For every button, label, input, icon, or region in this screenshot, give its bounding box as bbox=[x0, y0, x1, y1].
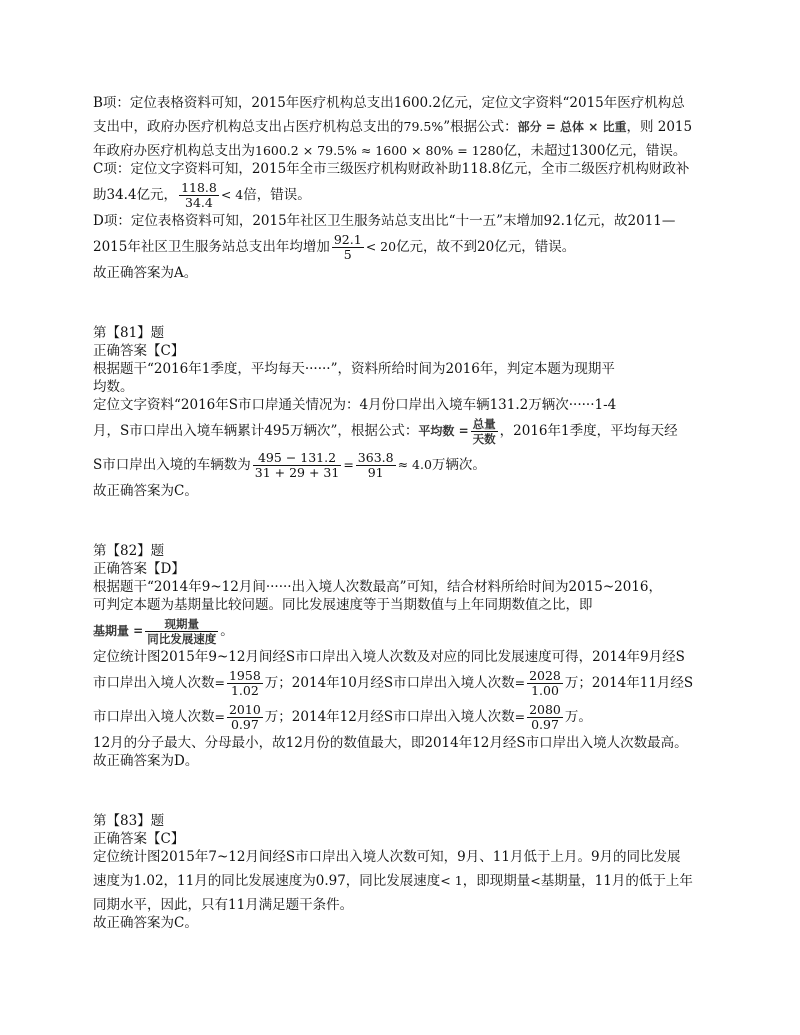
denominator: 1.00 bbox=[531, 683, 559, 698]
numerator: 363.8 bbox=[357, 450, 394, 465]
question-83-text: 基期量，11月的低于上年 bbox=[540, 873, 693, 889]
fraction-december bbox=[527, 703, 563, 732]
denominator: 34.4 bbox=[185, 195, 213, 210]
numerator: 1958 bbox=[228, 668, 261, 683]
formula-part-whole-ratio: 部分 = 总体 × 比重 bbox=[517, 120, 627, 134]
calculation-expression: 1600.2 × 79.5% ≈ 1600 × 80% = 1280 bbox=[255, 143, 504, 158]
question-82-line-1: 根据题干“2014年9~12月间······出入境人次数最高”可知，结合材料所给时间为2015~2016， bbox=[93, 579, 663, 595]
question-82-text: 万。 bbox=[564, 709, 592, 725]
approximate-result: ≈ 4.0 bbox=[397, 457, 432, 472]
question-82-text: 万；2014年11月经S bbox=[564, 675, 694, 691]
numerator: 495 − 131.2 bbox=[253, 451, 342, 466]
question-82-text: 市口岸出入境人次数 bbox=[93, 675, 215, 691]
percentage-value: 79.5% bbox=[403, 119, 444, 134]
question-83-line-1: 定位统计图2015年7~12月间经S市口岸出入境人次数可知，9月、11月低于上月。9月的同比发展 bbox=[93, 849, 681, 865]
question-83-line-3: 同期水平，因此，只有11月满足题干条件。 bbox=[93, 897, 354, 913]
numerator: 2028 bbox=[529, 668, 561, 683]
question-81-answer: 正确答案【C】 bbox=[93, 343, 185, 359]
equals-sign: = bbox=[214, 709, 225, 724]
formula-fraction bbox=[145, 617, 218, 646]
question-83-final-answer: 故正确答案为C。 bbox=[93, 915, 198, 931]
question-82-text: 万；2014年12月经S市口岸出入境人次数 bbox=[264, 709, 515, 725]
answer-explanation-page bbox=[93, 94, 723, 932]
question-82-line-4 bbox=[93, 666, 723, 700]
period-mark: 。 bbox=[220, 623, 234, 639]
section-b-text: 亿，未超过1300亿元，错误。 bbox=[503, 143, 687, 159]
denominator: 31 + 29 + 31 bbox=[254, 465, 340, 480]
denominator: 0.97 bbox=[531, 717, 559, 732]
question-83-answer: 正确答案【C】 bbox=[93, 831, 185, 847]
comparison: < 4 bbox=[220, 187, 244, 202]
less-than-sign: < bbox=[530, 873, 541, 888]
question-81-line-1: 根据题干“2016年1季度，平均每天······”，资料所给时间为2016年，判定本题为现期平 bbox=[93, 361, 615, 377]
section-c-line-1: C项：定位文字资料可知，2015年全市三级医疗机构财政补助118.8亿元，全市二级医疗机构财政补 bbox=[93, 161, 690, 177]
question-82-line-2: 可判定本题为基期量比较问题。同比发展速度等于当期数值与上年同期数值之比，即 bbox=[93, 597, 593, 613]
section-d-text: 亿元，故不到20亿元，错误。 bbox=[396, 239, 576, 255]
section-c-text: 助34.4亿元， bbox=[93, 187, 178, 203]
denominator: 同比发展速度 bbox=[147, 632, 217, 646]
question-82-text: 万；2014年10月经S市口岸出入境人次数 bbox=[264, 675, 515, 691]
question-82-final-answer: 故正确答案为D。 bbox=[93, 753, 199, 769]
formula-lhs: 基期量 = bbox=[93, 624, 144, 638]
question-83-title: 第【83】题 bbox=[93, 813, 165, 829]
question-81-text: 月，S市口岸出入境车辆累计495万辆次”，根据公式： bbox=[93, 423, 419, 439]
question-81-line-4 bbox=[93, 414, 723, 448]
question-83-line-2 bbox=[93, 866, 723, 896]
section-c-text: 倍，错误。 bbox=[243, 187, 311, 203]
question-82-answer: 正确答案【D】 bbox=[93, 561, 185, 577]
section-d-line-2 bbox=[93, 230, 723, 264]
question-82-text: 市口岸出入境人次数 bbox=[93, 709, 215, 725]
numerator: 118.8 bbox=[181, 180, 217, 195]
section-c-line-2 bbox=[93, 178, 723, 212]
equals-sign: = bbox=[343, 457, 354, 472]
denominator: 天数 bbox=[472, 432, 496, 446]
question-83-text: ，即现期量 bbox=[462, 873, 531, 889]
numerator: 92.1 bbox=[333, 232, 362, 247]
section-b-text: ”根据公式： bbox=[443, 119, 518, 135]
fraction-november bbox=[227, 703, 263, 732]
numerator: 2080 bbox=[529, 702, 561, 717]
numerator: 总量 bbox=[472, 417, 496, 431]
section-b-text: 支出中，政府办医疗机构总支出占医疗机构总支出的 bbox=[93, 119, 404, 135]
question-82-line-6: 12月的分子最大、分母最小，故12月份的数值最大，即2014年12月经S市口岸出入境人次数最高。 bbox=[93, 735, 688, 751]
question-83-text: 速度为1.02，11月的同比发展速度为0.97，同比发展速度 bbox=[93, 873, 441, 889]
question-82-line-3: 定位统计图2015年9~12月间经S市口岸出入境人次数及对应的同比发展速度可得，2014年9月经S bbox=[93, 649, 685, 665]
section-b-line-3 bbox=[93, 142, 723, 160]
question-82-title: 第【82】题 bbox=[93, 543, 165, 559]
fraction bbox=[356, 451, 396, 480]
fraction bbox=[332, 233, 364, 262]
question-81-title: 第【81】题 bbox=[93, 325, 165, 341]
comparison: < 20 bbox=[365, 239, 397, 254]
fraction-october bbox=[527, 669, 563, 698]
question-81-final-answer: 故正确答案为C。 bbox=[93, 483, 198, 499]
question-81-line-2: 均数。 bbox=[93, 379, 134, 395]
question-81-line-3: 定位文字资料“2016年S市口岸通关情况为：4月份口岸出入境车辆131.2万辆次······1-4 bbox=[93, 397, 617, 413]
denominator: 5 bbox=[343, 247, 352, 262]
question-81-text: S市口岸出入境的车辆数为 bbox=[93, 457, 251, 473]
numerator: 2010 bbox=[228, 702, 261, 717]
question-81-line-5 bbox=[93, 448, 723, 482]
denominator: 1.02 bbox=[230, 683, 259, 698]
formula-lhs: 平均数 = bbox=[418, 424, 469, 438]
section-b-line-2 bbox=[93, 112, 723, 142]
fraction-september bbox=[227, 669, 263, 698]
denominator: 0.97 bbox=[230, 717, 259, 732]
equals-sign: = bbox=[214, 675, 225, 690]
formula-fraction bbox=[471, 417, 498, 446]
section-b-line-1: B项：定位表格资料可知，2015年医疗机构总支出1600.2亿元，定位文字资料“2015年医疗机构总 bbox=[93, 95, 685, 111]
equals-sign: = bbox=[514, 709, 526, 724]
question-82-line-5 bbox=[93, 700, 723, 734]
denominator: 91 bbox=[367, 465, 384, 480]
question-81-text: 万辆次。 bbox=[431, 457, 486, 473]
final-answer: 故正确答案为A。 bbox=[93, 265, 198, 281]
fraction bbox=[253, 451, 342, 480]
question-81-text: ，2016年1季度，平均每天经 bbox=[499, 423, 678, 439]
fraction bbox=[179, 181, 219, 210]
question-82-formula-line bbox=[93, 614, 723, 648]
section-d-line-1: D项：定位表格资料可知，2015年社区卫生服务站总支出比“十一五”末增加92.1亿元，故2011— bbox=[93, 213, 676, 229]
section-b-text: ，则 2015 bbox=[626, 119, 693, 135]
section-b-text: 年政府办医疗机构总支出为 bbox=[93, 143, 255, 159]
section-d-text: 2015年社区卫生服务站总支出年均增加 bbox=[93, 239, 330, 255]
equals-sign: = bbox=[514, 675, 526, 690]
comparison: < 1 bbox=[440, 873, 463, 888]
numerator: 现期量 bbox=[145, 617, 218, 632]
